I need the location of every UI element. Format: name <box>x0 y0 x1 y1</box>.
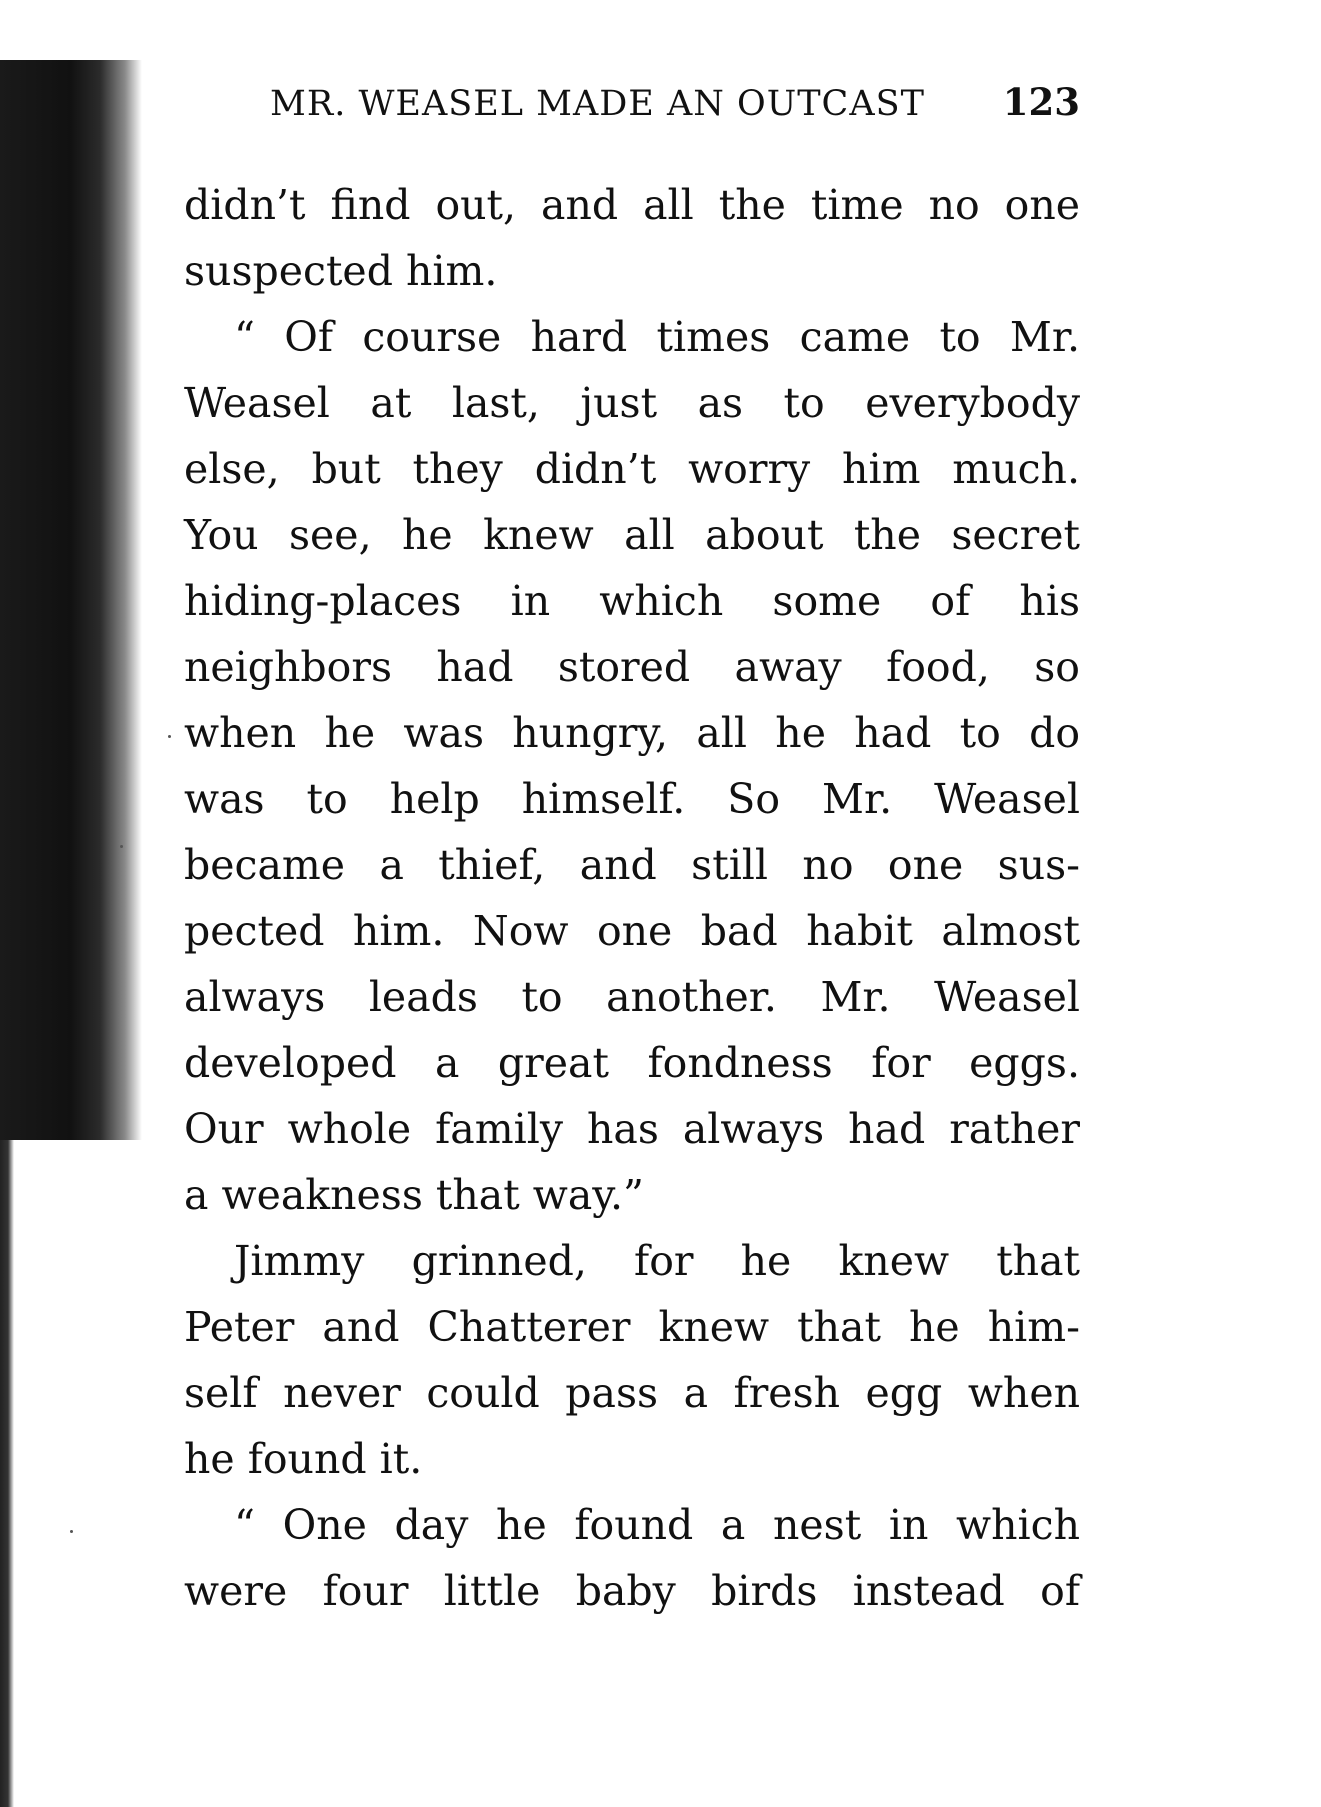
text-line: were four little baby birds instead of <box>184 1567 1080 1615</box>
text-line: else, but they didn’t worry him much. <box>184 445 1080 493</box>
text-line: a weakness that way.” <box>184 1171 644 1219</box>
text-line: he found it. <box>184 1435 423 1483</box>
text-line: “ One day he found a nest in which <box>234 1501 1080 1549</box>
binding-shadow <box>0 60 142 1140</box>
text-line: self never could pass a fresh egg when <box>184 1369 1080 1417</box>
print-speck <box>70 1530 73 1533</box>
text-line: You see, he knew all about the secret <box>184 511 1080 559</box>
text-line: developed a great fondness for eggs. <box>184 1039 1080 1087</box>
binding-edge <box>0 1140 14 1807</box>
print-speck <box>120 845 123 848</box>
page-header <box>270 80 1080 124</box>
text-line: Weasel at last, just as to everybody <box>184 379 1080 427</box>
text-line: suspected him. <box>184 247 498 295</box>
text-line: became a thief, and still no one sus- <box>184 841 1080 889</box>
page-number: 123 <box>1002 80 1080 124</box>
print-speck <box>168 735 171 738</box>
text-line: “ Of course hard times came to Mr. <box>234 313 1080 361</box>
running-title: MR. WEASEL MADE AN OUTCAST <box>270 84 925 124</box>
text-line: when he was hungry, all he had to do <box>184 709 1080 757</box>
body-text <box>184 172 1080 1624</box>
text-line: always leads to another. Mr. Weasel <box>184 973 1080 1021</box>
text-line: was to help himself. So Mr. Weasel <box>184 775 1080 823</box>
text-line: neighbors had stored away food, so <box>184 643 1080 691</box>
text-line: pected him. Now one bad habit almost <box>184 907 1080 955</box>
text-line: Jimmy grinned, for he knew that <box>234 1237 1080 1285</box>
text-line: Peter and Chatterer knew that he him- <box>184 1303 1080 1351</box>
text-line: Our whole family has always had rather <box>184 1105 1080 1153</box>
text-line: didn’t find out, and all the time no one <box>184 181 1080 229</box>
text-line: hiding-places in which some of his <box>184 577 1080 625</box>
